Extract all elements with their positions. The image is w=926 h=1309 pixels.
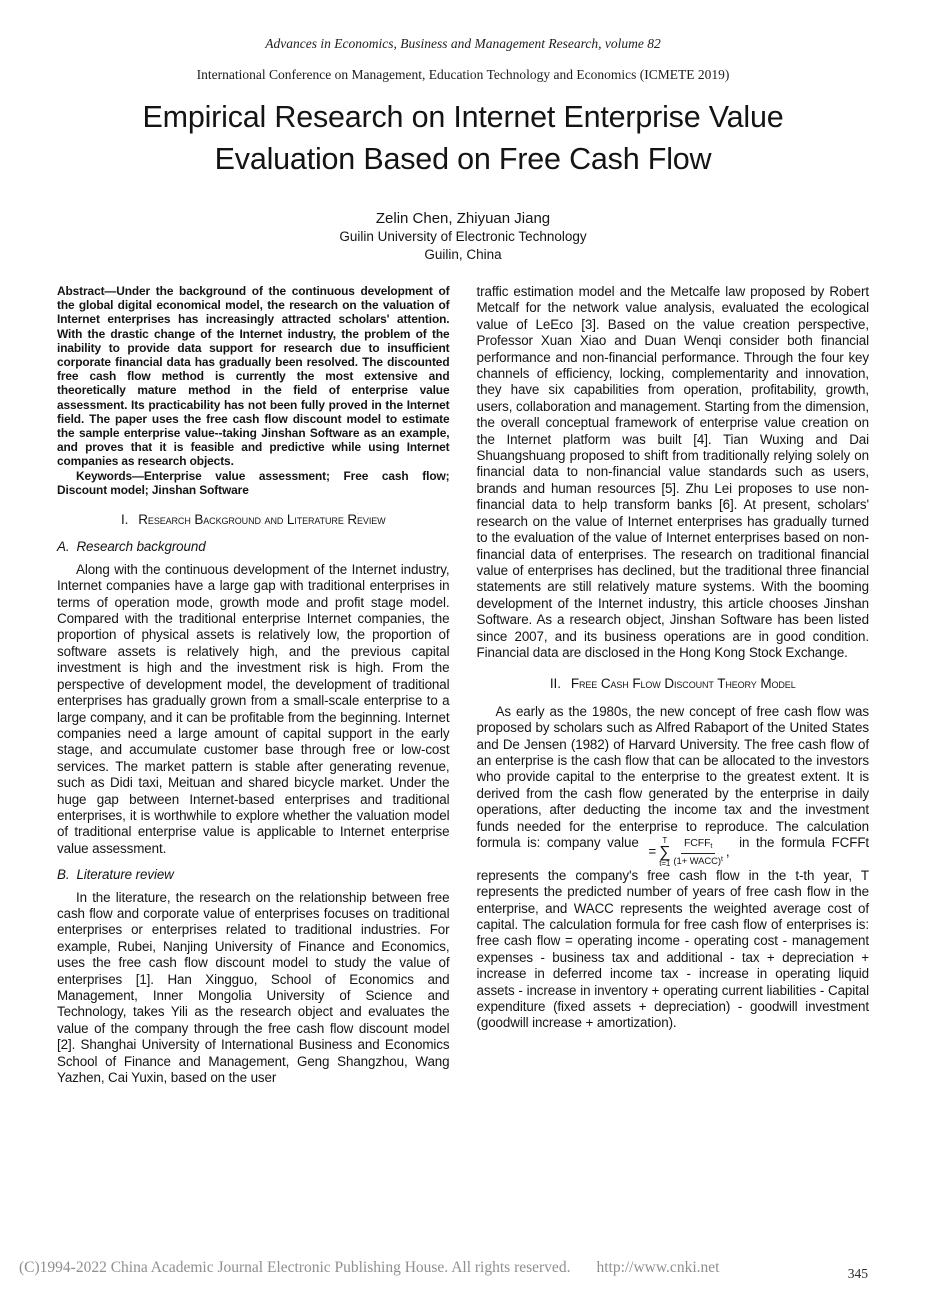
denominator-superscript: t — [720, 855, 723, 863]
free-cash-flow-paragraph — [477, 704, 870, 1032]
journal-line: Advances in Economics, Business and Management Research, volume 82 — [265, 36, 661, 51]
authors: Zelin Chen, Zhiyuan Jiang — [375, 210, 551, 227]
section-1-title: Research Background and Literature Review — [138, 512, 386, 528]
keywords-text: Enterprise value assessment; Free cash flow; Discount model; Jinshan Software — [57, 468, 450, 497]
right-column — [477, 284, 870, 1086]
copyright-text: (C)1994-2022 China Academic Journal Electronic Publishing House. All rights reserved. — [19, 1259, 571, 1276]
subsection-a-title: Research background — [76, 539, 206, 555]
summation-lower-limit: t=1 — [659, 858, 671, 868]
left-column — [57, 284, 450, 1086]
section-2-title: Free Cash Flow Discount Theory Model — [570, 676, 796, 692]
footer-copyright-line — [19, 1258, 719, 1277]
abstract-label: Abstract— — [57, 284, 117, 298]
page-number: 345 — [847, 1266, 868, 1281]
formula-fraction — [673, 838, 722, 867]
paper-title: Empirical Research on Internet Enterprise Value Evaluation Based on Free Cash Flow — [142, 100, 784, 176]
abstract-paragraph — [57, 284, 450, 468]
summation-symbol — [659, 837, 670, 868]
numerator-subscript: t — [710, 842, 713, 850]
abstract-text: Under the background of the continuous development of the global digital economical model, the research on the valuation of Internet enterprises has increasingly attracted scholars' attention. With the drastic change of the Internet industry, the problem of the inability to provide data support for research due to insufficient corporate financial data has gradually been resolved. The discounted free cash flow method is currently the most extensive and theoretically mature method in the field of enterprise value assessment. Its practicability has not been fully proved in the Internet field. The paper uses the free cash flow discount model to estimate the sample enterprise value--taking Jinshan Software as an example, and proves that it is feasible and predictive while using Internet companies as research objects. — [57, 284, 450, 469]
section-2-heading — [477, 676, 870, 692]
denominator-base: (1+ WACC) — [673, 855, 721, 867]
numerator-base: FCFF — [683, 836, 711, 849]
section-1-heading — [57, 512, 450, 528]
sigma-glyph: ∑ — [659, 843, 671, 861]
paragraph-text-after-formula: in the formula FCFFt represents the company's free cash flow in the t-th year, T represents the predicted number of years of free cash flow in the enterprise, and WACC represents the weighted average cost of capital. The calculation formula for free cash flow of enterprises is: free cash flow = operating income - operating cost - management expenses - business tax and additional - tax + depreciation + increase in deferred income tax - increase in operating liquid assets - increase in inventory + operating current liabilities - Capital expenditure (fixed assets + depreciation) - goodwill investment (goodwill increase + amortization). — [476, 835, 870, 1031]
affiliation: Guilin University of Electronic Technology — [339, 229, 587, 244]
keywords-label: Keywords— — [76, 468, 144, 483]
affiliation-city: Guilin, China — [424, 247, 502, 262]
formula-equals: = — [648, 844, 657, 859]
fraction-denominator — [673, 854, 722, 867]
summation-upper-limit: T — [662, 835, 668, 845]
paragraph-text-before-formula: As early as the 1980s, the new concept of free cash flow was proposed by scholars such as Alfred Rabaport of the United States and De Jensen (1982) of Harvard University. The free cash flow of an enterprise is the cash flow that can be allocated to the investors who provide capital to the enterprise to the greatest extent. It is derived from the cash flow generated by the enterprise in daily operations, after deducting the income tax and the investment funds needed for the enterprise to reproduce. The calculation formula is: company value — [476, 703, 869, 850]
page-footer — [0, 1258, 926, 1282]
abstract — [57, 284, 450, 469]
conference-line: International Conference on Management, Education Technology and Economics (ICMETE 2019) — [196, 67, 730, 82]
subsection-b-number: B. — [57, 867, 70, 883]
fraction-numerator — [681, 838, 715, 854]
cnki-url-link[interactable]: http://www.cnki.net — [596, 1259, 720, 1276]
section-2-number: II. — [549, 676, 561, 692]
research-background-paragraph: Along with the continuous development of the Internet industry, Internet companies have a large gap with traditional enterprises in terms of operation mode, growth mode and profit stage model. Compared with the traditional enterprise Internet companies, the proportion of physical assets is relatively low, the proportion of software assets is relatively high, and the previous capital investment is high and the investment risk is high. From the perspective of development model, the development of traditional enterprises has gradually grown from a small-scale enterprise to a large company, and it can be profitable from the beginning. Internet companies need a large amount of capital support in the early stage, and accumulate customer base through free or low-cost services. The market pattern is stable after generating revenue, such as Didi taxi, Meituan and shared bicycle market. Under the huge gap between Internet-based enterprises and traditional enterprises, it is worthwhile to explore whether the valuation model of traditional enterprise value is applicable to Internet enterprise value assessment. — [57, 561, 450, 856]
subsection-b-title: Literature review — [76, 867, 174, 883]
subsection-b-heading — [57, 867, 450, 883]
section-1-number: I. — [120, 512, 129, 528]
formula-comma: , — [725, 844, 730, 859]
literature-review-paragraph-continued: traffic estimation model and the Metcalfe law proposed by Robert Metcalf for the network value analysis, evaluated the ecological value of LeEco [3]. Based on the value creation perspective, Professor Xuan Xiao and Duan Wenqi consider both financial performance and non-financial performance. Through the four key channels of efficiency, locking, complementarity and innovation, they have six capabilities from operation, profitability, growth, users, collaboration and management. Starting from the dimension, the overall conceptual framework of enterprise value creation on the Internet platform was built [4]. Tian Wuxing and Dai Shuangshuang proposed to shift from traditionally relying solely on financial data to non-financial value standards such as users, brands and human resources [5]. Zhu Lei proposes to use non-financial data to help transform banks [6]. At present, scholars' research on the value of Internet enterprises has gradually turned to the evaluation of the value of Internet enterprises based on non-financial data of enterprises. The research on traditional financial value of enterprises has declined, but the traditional three financial statements are still relatively mature systems. With the booming development of the Internet industry, this article chooses Jinshan Software. As a research object, Jinshan Software has been listed since 2007, and its business operations are in good condition. Financial data are disclosed in the Hong Kong Stock Exchange. — [476, 284, 869, 660]
subsection-a-number: A. — [57, 539, 70, 555]
literature-review-paragraph-left: In the literature, the research on the relationship between free cash flow and corporate value of enterprises focuses on traditional enterprises or enterprises related to traditional industries. For example, Rubei, Nanjing University of Finance and Economics, uses the free cash flow discount model to study the value of enterprises [1]. Han Xingguo, School of Economics and Management, Inner Mongolia University of Science and Technology, takes Yili as the research object and evaluates the value of the company through the free cash flow discount model [2]. Shanghai University of International Business and Economics School of Finance and Management, Geng Shangzhou, Wang Yazhen, Cai Yuxin, based on the user — [57, 889, 450, 1086]
keywords — [57, 469, 450, 497]
fcff-discount-formula — [648, 837, 729, 868]
two-column-body — [57, 284, 869, 1086]
subsection-a-heading — [57, 539, 450, 555]
